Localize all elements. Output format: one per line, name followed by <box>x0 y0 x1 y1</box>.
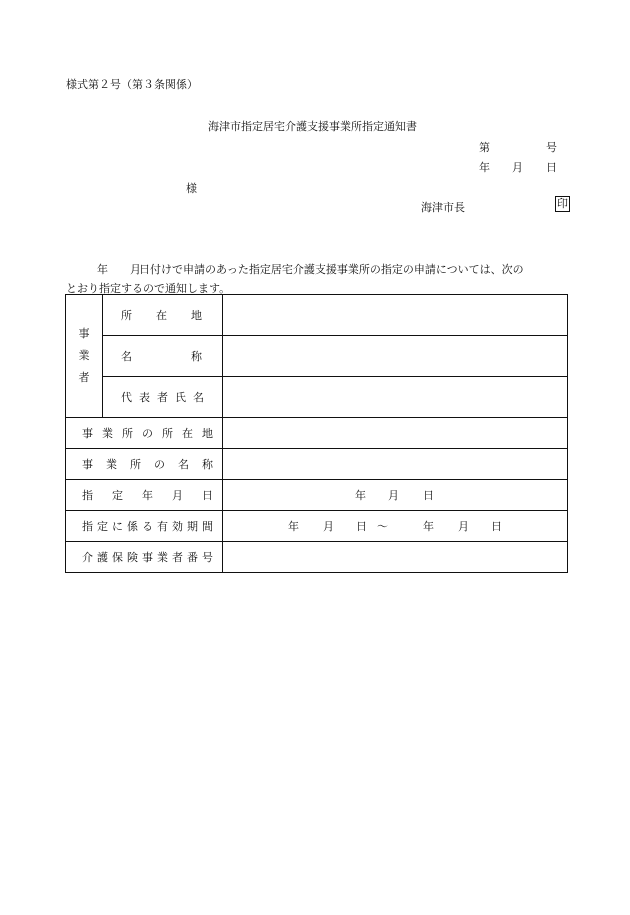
address-value[interactable] <box>223 295 568 336</box>
label-char: 険 <box>127 551 138 564</box>
designation-table <box>65 294 568 573</box>
label-char: 保 <box>112 551 123 564</box>
end-month: 月 <box>458 520 469 533</box>
label-char: 護 <box>97 551 108 564</box>
label-char: 表 <box>139 391 150 404</box>
label-char: 所 <box>121 309 132 322</box>
start-day: 日 <box>356 520 367 533</box>
validity-period-value[interactable] <box>223 511 568 542</box>
label-char: 所 <box>130 458 141 471</box>
designation-date-label <box>66 480 223 511</box>
label-char: 事 <box>142 551 153 564</box>
start-month: 月 <box>323 520 334 533</box>
office-name-label <box>66 449 223 480</box>
end-day: 日 <box>491 520 502 533</box>
office-address-value[interactable] <box>223 418 568 449</box>
representative-label <box>103 377 223 418</box>
label-char: 号 <box>202 551 213 564</box>
address-label <box>103 295 223 336</box>
label-char: 有 <box>157 520 168 533</box>
label-char: 月 <box>172 489 183 502</box>
office-name-value[interactable] <box>223 449 568 480</box>
label-char: 所 <box>162 427 173 440</box>
label-char: 地 <box>191 309 202 322</box>
label-char: 名 <box>193 391 204 404</box>
seal-mark: 印 <box>557 197 568 210</box>
representative-value[interactable] <box>223 377 568 418</box>
label-char: 日 <box>202 489 213 502</box>
body-line1-rest: 日付けで申請のあった指定居宅介護支援事業所の指定の申請については、次の <box>139 263 524 276</box>
designation-date-value[interactable] <box>223 480 568 511</box>
start-year: 年 <box>288 520 299 533</box>
range-tilde: ～ <box>377 520 388 533</box>
label-char: の <box>142 427 153 440</box>
label-char: 期 <box>187 520 198 533</box>
label-char: 名 <box>121 350 132 363</box>
label-char: 効 <box>172 520 183 533</box>
insurer-number-value[interactable] <box>223 542 568 573</box>
operator-char: 者 <box>78 371 90 384</box>
label-char: 業 <box>106 458 117 471</box>
label-char: 指 <box>82 489 93 502</box>
label-char: 定 <box>97 520 108 533</box>
date-year: 年 <box>479 161 490 174</box>
label-char: 介 <box>82 551 93 564</box>
operator-char: 業 <box>78 349 90 362</box>
end-year: 年 <box>423 520 434 533</box>
label-char: 事 <box>82 458 93 471</box>
operator-char: 事 <box>78 327 90 340</box>
operator-group-label <box>66 295 103 418</box>
validity-period-label <box>66 511 223 542</box>
label-char: 間 <box>202 520 213 533</box>
number-suffix: 号 <box>546 141 557 154</box>
name-value[interactable] <box>223 336 568 377</box>
value-year: 年 <box>355 489 366 502</box>
label-char: 称 <box>202 458 213 471</box>
document-title: 海津市指定居宅介護支援事業所指定通知書 <box>208 120 417 133</box>
label-char: に <box>112 520 123 533</box>
addressee-suffix: 様 <box>186 182 197 195</box>
form-number-label: 様式第２号（第３条関係） <box>66 78 198 91</box>
label-char: 称 <box>191 350 202 363</box>
label-char: 者 <box>172 551 183 564</box>
date-day: 日 <box>546 161 557 174</box>
name-label <box>103 336 223 377</box>
label-char: 事 <box>82 427 93 440</box>
date-month: 月 <box>512 161 523 174</box>
label-char: 業 <box>102 427 113 440</box>
label-char: 係 <box>127 520 138 533</box>
label-char: 業 <box>157 551 168 564</box>
label-char: 所 <box>122 427 133 440</box>
label-char: 名 <box>178 458 189 471</box>
body-year: 年 <box>97 263 108 276</box>
label-char: 代 <box>121 391 132 404</box>
label-char: る <box>142 520 153 533</box>
label-char: 在 <box>182 427 193 440</box>
body-month: 月 <box>130 263 141 276</box>
label-char: 者 <box>157 391 168 404</box>
insurer-number-label <box>66 542 223 573</box>
label-char: 在 <box>156 309 167 322</box>
label-char: 氏 <box>175 391 186 404</box>
value-day: 日 <box>423 489 434 502</box>
issuer-name: 海津市長 <box>421 201 465 214</box>
body-line-2: とおり指定するので通知します。 <box>66 282 231 295</box>
label-char: 指 <box>82 520 93 533</box>
label-char: の <box>154 458 165 471</box>
office-address-label <box>66 418 223 449</box>
label-char: 年 <box>142 489 153 502</box>
label-char: 番 <box>187 551 198 564</box>
number-prefix: 第 <box>479 141 490 154</box>
label-char: 定 <box>112 489 123 502</box>
value-month: 月 <box>388 489 399 502</box>
label-char: 地 <box>202 427 213 440</box>
